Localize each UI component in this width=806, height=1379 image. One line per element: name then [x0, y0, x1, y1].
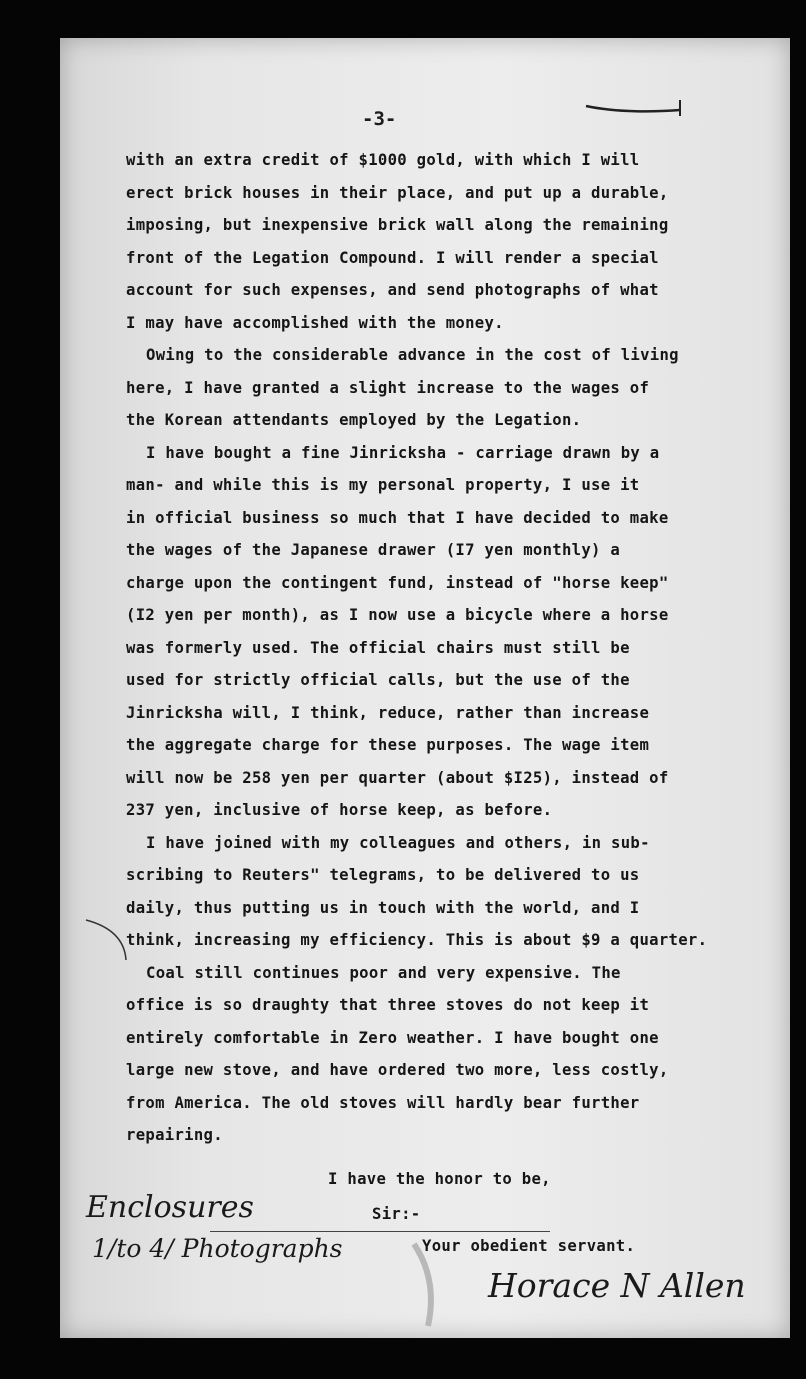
- text-line: here, I have granted a slight increase to the wages of: [126, 378, 650, 397]
- text-line: account for such expenses, and send photographs of what: [126, 281, 659, 299]
- text-line: the wages of the Japanese drawer (I7 yen monthly) a: [126, 541, 621, 559]
- salutation-line: Sir:-: [372, 1205, 421, 1223]
- text-line: I have joined with my colleagues and others, in sub-: [146, 833, 650, 852]
- text-line: used for strictly official calls, but the use of the: [126, 671, 630, 689]
- text-line: I may have accomplished with the money.: [126, 313, 504, 332]
- text-line: I have bought a fine Jinricksha - carriage drawn by a: [146, 443, 660, 462]
- handwritten-signature: Horace N Allen: [488, 1266, 746, 1305]
- text-line: repairing.: [126, 1126, 223, 1144]
- text-line: the Korean attendants employed by the Legation.: [126, 411, 582, 429]
- text-line: charge upon the contingent fund, instead of "horse keep": [126, 573, 669, 592]
- text-line: the aggregate charge for these purposes. The wage item: [126, 736, 650, 754]
- text-line: scribing to Reuters" telegrams, to be delivered to us: [126, 866, 640, 884]
- text-line: front of the Legation Compound. I will render a special: [126, 248, 659, 267]
- handwritten-enclosure-item: 1/to 4/ Photographs: [92, 1234, 343, 1263]
- page-corner-mark: [584, 96, 694, 126]
- text-line: (I2 yen per month), as I now use a bicycle where a horse: [126, 606, 669, 624]
- text-line: was formerly used. The official chairs must still be: [126, 638, 630, 657]
- text-line: Coal still continues poor and very expensive. The: [146, 963, 621, 982]
- enclosure-rule: [210, 1231, 550, 1232]
- honor-line: I have the honor to be,: [328, 1170, 551, 1188]
- text-line: imposing, but inexpensive brick wall along the remaining: [126, 216, 669, 234]
- obedient-line: Your obedient servant.: [422, 1237, 636, 1255]
- text-line: large new stove, and have ordered two more, less costly,: [126, 1061, 669, 1079]
- page-number: -3-: [362, 108, 397, 130]
- text-line: Jinricksha will, I think, reduce, rather than increase: [126, 703, 650, 722]
- handwritten-enclosures: Enclosures: [86, 1190, 254, 1225]
- text-line: 237 yen, inclusive of horse keep, as before.: [126, 801, 553, 819]
- text-line: with an extra credit of $1000 gold, with which I will: [126, 151, 640, 169]
- text-line: from America. The old stoves will hardly bear further: [126, 1093, 640, 1112]
- text-line: erect brick houses in their place, and put up a durable,: [126, 183, 669, 202]
- text-line: Owing to the considerable advance in the cost of living: [146, 346, 679, 364]
- text-line: will now be 258 yen per quarter (about $I25), instead of: [126, 768, 669, 787]
- text-line: in official business so much that I have decided to make: [126, 508, 669, 527]
- text-line: daily, thus putting us in touch with the world, and I: [126, 898, 640, 917]
- text-line: entirely comfortable in Zero weather. I have bought one: [126, 1028, 659, 1047]
- text-line: think, increasing my efficiency. This is about $9 a quarter.: [126, 931, 708, 949]
- text-line: office is so draughty that three stoves do not keep it: [126, 996, 650, 1014]
- letter-body: [126, 144, 766, 1152]
- text-line: man- and while this is my personal property, I use it: [126, 476, 640, 494]
